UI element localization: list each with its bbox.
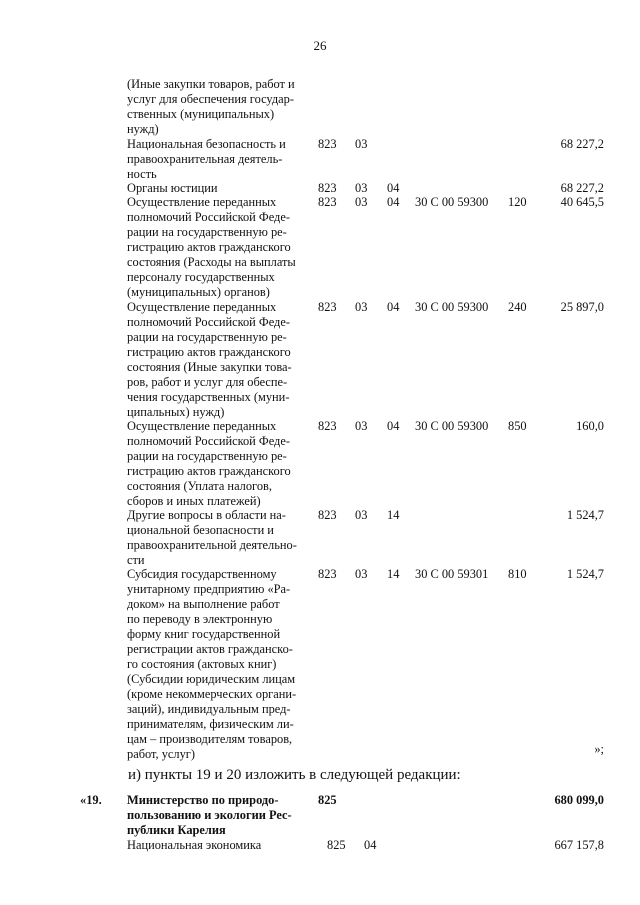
row-name-line: гистрацию актов гражданского xyxy=(127,240,291,254)
row-name xyxy=(127,419,309,509)
section-code: 03 xyxy=(355,181,368,195)
section-code: 03 xyxy=(355,419,368,433)
item-number: «19. xyxy=(80,793,102,807)
row-name-line: принимателям, физическим ли- xyxy=(127,717,294,731)
subsection-code: 04 xyxy=(387,195,400,209)
row-name-line: рации на государственную ре- xyxy=(127,225,287,239)
row-name-line: сти xyxy=(127,553,145,567)
row-name-line: Национальная экономика xyxy=(127,838,262,852)
amount: 40 645,5 xyxy=(560,195,604,209)
target-article-code: 30 С 00 59300 xyxy=(415,419,489,433)
amount: 1 524,7 xyxy=(566,567,604,581)
page-number: 26 xyxy=(313,38,327,53)
row-name-line: полномочий Российской Феде- xyxy=(127,210,290,224)
row-name-line: форму книг государственной xyxy=(127,627,281,641)
expense-type-code: 240 xyxy=(508,300,527,314)
row-name-line: персоналу государственных xyxy=(127,270,275,284)
row-name-line: состояния (Расходы на выплаты xyxy=(127,255,296,269)
row-name-line: рации на государственную ре- xyxy=(127,330,287,344)
ministry-code: 823 xyxy=(318,181,337,195)
section-code: 03 xyxy=(355,195,368,209)
row-name-line: правоохранительной деятельно- xyxy=(127,538,297,552)
row-name-line: Осуществление переданных xyxy=(127,300,277,314)
row-name-line: работ, услуг) xyxy=(127,747,195,761)
ministry-code: 823 xyxy=(318,137,337,151)
target-article-code: 30 С 00 59300 xyxy=(415,300,489,314)
row-name-line: полномочий Российской Феде- xyxy=(127,434,290,448)
amount: 667 157,8 xyxy=(554,838,604,852)
row-name-line: го состояния (актовых книг) xyxy=(127,657,277,671)
row-name-line: пользованию и экологии Рес- xyxy=(127,808,292,822)
row-name xyxy=(127,77,309,137)
row-name-line: циональной безопасности и xyxy=(127,523,274,537)
row-name xyxy=(127,567,309,762)
section-code: 03 xyxy=(355,508,368,522)
subsection-code: 14 xyxy=(387,508,400,522)
row-name-line: Министерство по природо- xyxy=(127,793,279,807)
row-name-line: Национальная безопасность и xyxy=(127,137,286,151)
row-name-line: ственных (муниципальных) xyxy=(127,107,275,121)
row-name-line: Субсидия государственному xyxy=(127,567,277,581)
row-name-line: Осуществление переданных xyxy=(127,419,277,433)
amount: 1 524,7 xyxy=(566,508,604,522)
row-name xyxy=(127,508,309,568)
row-name-line: нужд) xyxy=(127,122,159,136)
subsection-code: 04 xyxy=(387,181,400,195)
amount: 680 099,0 xyxy=(554,793,604,807)
row-name-line: состояния (Уплата налогов, xyxy=(127,479,272,493)
row-name-line: рации на государственную ре- xyxy=(127,449,287,463)
row-name-line: сборов и иных платежей) xyxy=(127,494,261,508)
row-name xyxy=(127,838,309,853)
section-code: 03 xyxy=(355,137,368,151)
row-name xyxy=(127,137,309,182)
row-name-line: гистрацию актов гражданского xyxy=(127,345,291,359)
target-article-code: 30 С 00 59301 xyxy=(415,567,489,581)
ministry-code: 823 xyxy=(318,195,337,209)
row-name-line: регистрации актов гражданско- xyxy=(127,642,293,656)
expense-type-code: 850 xyxy=(508,419,527,433)
ministry-code: 823 xyxy=(318,300,337,314)
amount: 68 227,2 xyxy=(560,181,604,195)
row-name-line: по переводу в электронную xyxy=(127,612,273,626)
row-name-line: гистрацию актов гражданского xyxy=(127,464,291,478)
row-name-line: (Субсидии юридическим лицам xyxy=(127,672,296,686)
row-name-line: Другие вопросы в области на- xyxy=(127,508,286,522)
row-name-line: (кроме некоммерческих органи- xyxy=(127,687,297,701)
row-name-line: чения государственных (муни- xyxy=(127,390,290,404)
amount: 160,0 xyxy=(576,419,604,433)
row-name-line: (муниципальных) органов) xyxy=(127,285,270,299)
row-name xyxy=(127,195,309,300)
row-name-line: публики Карелия xyxy=(127,823,226,837)
row-name xyxy=(127,300,309,420)
expense-type-code: 810 xyxy=(508,567,527,581)
ministry-code: 823 xyxy=(318,419,337,433)
row-name-line: правоохранительная деятель- xyxy=(127,152,283,166)
amount: 25 897,0 xyxy=(560,300,604,314)
row-name-line: унитарному предприятию «Ра- xyxy=(127,582,291,596)
row-name-line: ность xyxy=(127,167,157,181)
row-name-line: цам – производителям товаров, xyxy=(127,732,293,746)
section-code: 04 xyxy=(364,838,377,852)
row-name-line: состояния (Иные закупки това- xyxy=(127,360,292,374)
row-name-line: ципальных) нужд) xyxy=(127,405,225,419)
row-name-line: Осуществление переданных xyxy=(127,195,277,209)
ministry-code: 825 xyxy=(327,838,346,852)
row-name-line: доком» на выполнение работ xyxy=(127,597,280,611)
target-article-code: 30 С 00 59300 xyxy=(415,195,489,209)
ministry-code: 823 xyxy=(318,567,337,581)
ministry-code: 823 xyxy=(318,508,337,522)
section-code: 03 xyxy=(355,567,368,581)
row-name-line: Органы юстиции xyxy=(127,181,218,195)
subsection-code: 14 xyxy=(387,567,400,581)
row-name xyxy=(127,793,309,838)
row-name-line: услуг для обеспечения государ- xyxy=(127,92,294,106)
amendment-instruction: и) пункты 19 и 20 изложить в следующей редакции: xyxy=(128,767,461,783)
closing-quote-mark: »; xyxy=(594,742,604,756)
amount: 68 227,2 xyxy=(560,137,604,151)
subsection-code: 04 xyxy=(387,419,400,433)
subsection-code: 04 xyxy=(387,300,400,314)
row-name xyxy=(127,181,309,196)
row-name-line: полномочий Российской Феде- xyxy=(127,315,290,329)
row-name-line: (Иные закупки товаров, работ и xyxy=(127,77,295,91)
row-name-line: ров, работ и услуг для обеспе- xyxy=(127,375,288,389)
section-code: 03 xyxy=(355,300,368,314)
ministry-code: 825 xyxy=(318,793,337,807)
expense-type-code: 120 xyxy=(508,195,527,209)
row-name-line: заций), индивидуальным пред- xyxy=(127,702,291,716)
